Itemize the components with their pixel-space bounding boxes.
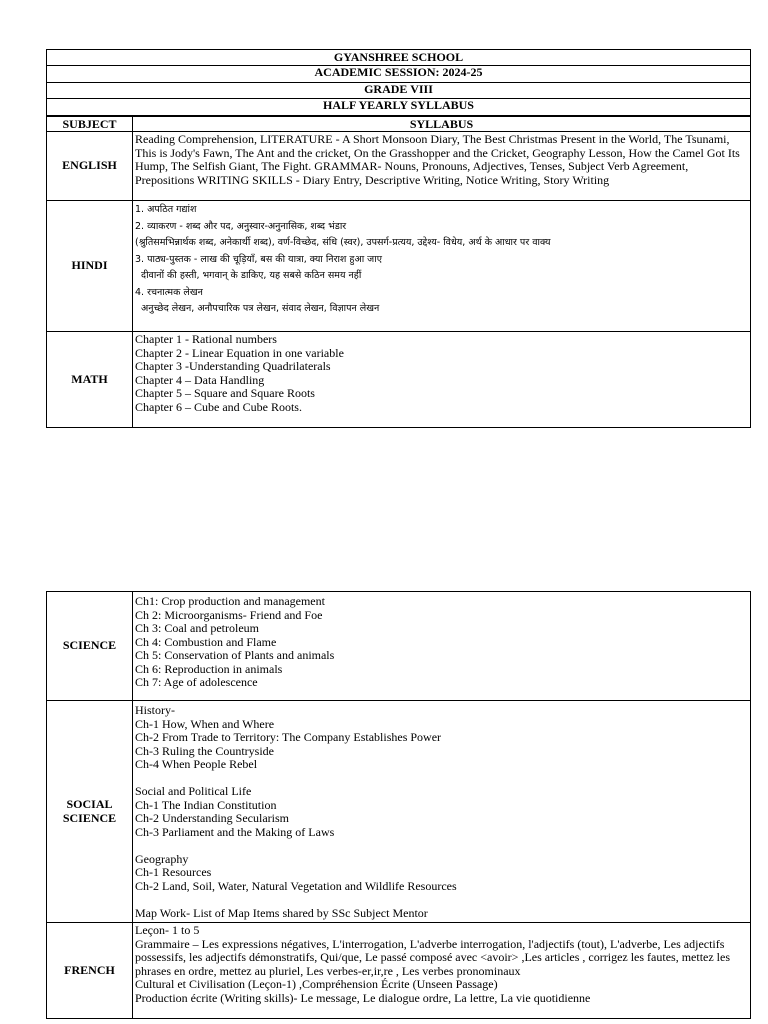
table-row-math (47, 332, 751, 428)
subject-social-line1: SOCIAL (66, 797, 113, 811)
math-line: Chapter 5 – Square and Square Roots (135, 386, 315, 400)
table-row-social-science (47, 701, 751, 923)
math-line: Chapter 2 - Linear Equation in one variable (135, 345, 344, 360)
science-line: Ch 4: Combustion and Flame (135, 634, 277, 649)
social-line: Social and Political Life (135, 784, 252, 798)
science-line: Ch 5: Conservation of Plants and animals (135, 648, 335, 662)
social-line: Ch-1 Resources (135, 865, 212, 879)
syllabus-science (133, 592, 751, 701)
syllabus-table-2 (46, 591, 751, 1019)
table-row-french (47, 923, 751, 1019)
science-line: Ch 3: Coal and petroleum (135, 621, 259, 635)
social-line: Map Work- List of Map Items shared by SSc Subject Mentor (135, 905, 428, 920)
math-line: Chapter 3 -Understanding Quadrilaterals (135, 359, 331, 373)
table-row-hindi (47, 201, 751, 332)
hindi-line: 3. पाठ्य-पुस्तक - लाख की चूड़ियाँ, बस की यात्रा, क्या निराश हुआ जाए (135, 253, 382, 265)
science-line: Ch 6: Reproduction in animals (135, 661, 283, 676)
syllabus-english: Reading Comprehension, LITERATURE - A Short Monsoon Diary, The Best Christmas Present in the World, The Tsunami, This is Jody's Fawn, The Ant and the cricket, On the Grasshopper and the Cricket, Geography Lesson, How the Camel Got Its Hump, The Selfish Giant, The Fight. GRAMMAR- Nouns, Pronouns, Adjectives, Tenses, Subject Verb Agreement, Prepositions WRITING SKILLS - Diary Entry, Descriptive Writing, Notice Writing, Story Writing (133, 132, 751, 201)
social-line: Ch-1 How, When and Where (135, 716, 275, 731)
grade-label: GRADE VIII (46, 82, 751, 99)
social-line: Ch-2 Understanding Secularism (135, 811, 289, 825)
social-line: Ch-2 From Trade to Territory: The Company Establishes Power (135, 730, 442, 744)
social-line: Ch-2 Land, Soil, Water, Natural Vegetation and Wildlife Resources (135, 878, 457, 893)
syllabus-title: HALF YEARLY SYLLABUS (46, 98, 751, 116)
social-line: Ch-1 The Indian Constitution (135, 797, 277, 812)
subject-french: FRENCH (47, 923, 133, 1019)
science-line: Ch1: Crop production and management (135, 594, 325, 608)
hindi-line: 1. अपठित गद्यांश (135, 204, 197, 215)
french-line: Grammaire – Les expressions négatives, L'interrogation, L'adverbe interrogation, l'adjectifs (tout), L'adverbe, Les adjectifs possessifs, les adjectifs démonstratifs, Qui/que, Le passé composé avec <avoir> ,Les articles , corrigez les fautes, mettez les phrases en ordre, mettez au pluriel, Les verbes-er,ir,re , Les verbes pronominaux (135, 936, 734, 978)
math-line: Chapter 6 – Cube and Cube Roots. (135, 399, 302, 414)
school-name: GYANSHREE SCHOOL (46, 49, 751, 66)
social-line (135, 839, 748, 853)
table-header-row (47, 117, 751, 132)
hindi-line: (श्रुतिसमभिन्नार्थक शब्द, अनेकार्थी शब्द), वर्ण-विच्छेद, संधि (स्वर), उपसर्ग-प्रत्यय, उद्देश्य- विधेय, अर्थ के आधार पर वाक्य (135, 237, 551, 248)
table-row-english (47, 132, 751, 201)
syllabus-social-science (133, 701, 751, 923)
subject-social-science (47, 701, 133, 923)
french-line: Leçon- 1 to 5 (135, 923, 200, 937)
science-line: Ch 2: Microorganisms- Friend and Foe (135, 607, 323, 622)
hindi-line: दीवानों की हस्ती, भगवान् के डाकिए, यह सबसे कठिन समय नहीं (135, 270, 362, 281)
subject-math: MATH (47, 332, 133, 428)
math-line: Chapter 4 – Data Handling (135, 372, 265, 387)
syllabus-math (133, 332, 751, 428)
social-line: Geography (135, 851, 189, 866)
academic-session: ACADEMIC SESSION: 2024-25 (46, 65, 751, 83)
social-line (135, 893, 748, 907)
social-line: History- (135, 703, 175, 717)
math-line: Chapter 1 - Rational numbers (135, 332, 277, 346)
french-line: Production écrite (Writing skills)- Le message, Le dialogue ordre, La lettre, La vie quotidienne (135, 990, 591, 1005)
social-line: Ch-3 Ruling the Countryside (135, 743, 274, 758)
table-row-science (47, 592, 751, 701)
syllabus-table-1 (46, 116, 751, 428)
syllabus-hindi (133, 201, 751, 332)
hindi-line: 4. रचनात्मक लेखन (135, 286, 203, 298)
social-line: Ch-4 When People Rebel (135, 757, 258, 771)
french-line: Cultural et Civilisation (Leçon-1) ,Compréhension Écrite (Unseen Passage) (135, 977, 498, 991)
subject-science: SCIENCE (47, 592, 133, 701)
subject-social-line2: SCIENCE (62, 810, 117, 825)
hindi-line: अनुच्छेद लेखन, अनौपचारिक पत्र लेखन, संवाद लेखन, विज्ञापन लेखन (135, 303, 380, 314)
hindi-line: 2. व्याकरण - शब्द और पद, अनुस्वार-अनुनासिक, शब्द भंडार (135, 220, 347, 232)
syllabus-column-header: SYLLABUS (133, 117, 751, 132)
social-line: Ch-3 Parliament and the Making of Laws (135, 824, 335, 839)
subject-column-header: SUBJECT (47, 117, 133, 132)
syllabus-french (133, 923, 751, 1019)
subject-hindi: HINDI (47, 201, 133, 332)
science-line: Ch 7: Age of adolescence (135, 675, 258, 689)
social-line (135, 772, 748, 786)
subject-english: ENGLISH (47, 132, 133, 201)
